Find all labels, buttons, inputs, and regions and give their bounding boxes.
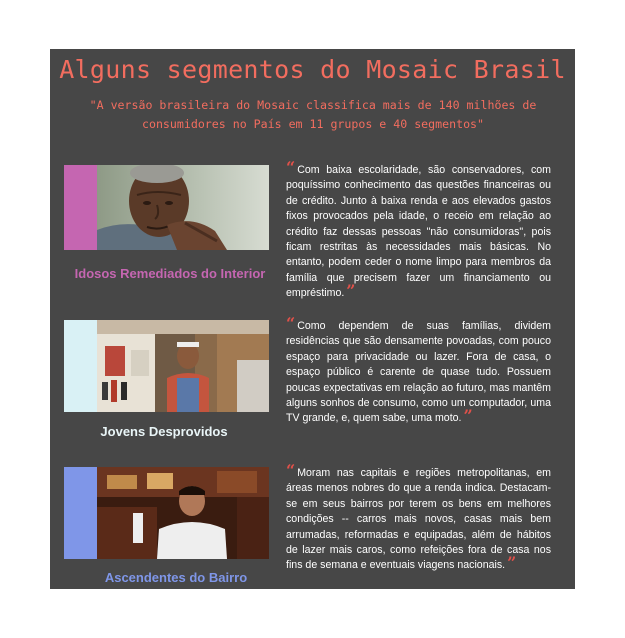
segment-image-ascendentes xyxy=(64,467,269,559)
segment-description-ascendentes: “ Moram nas capitais e regiões metropolitanas, em áreas menos nobres do que a renda indica. Destacam-se em seus bairros por terem os bens em melhores condições -- carros mais novos, casas mais bem arrumadas, reformadas e equipadas, além de hábitos de lazer mais caros, como refeições fora de casa nos fins de semana e eventuais viagens nacionais. ” xyxy=(286,461,551,573)
open-quote-icon: “ xyxy=(286,158,296,177)
open-quote-icon: “ xyxy=(286,461,296,480)
close-quote-icon: ” xyxy=(507,553,517,573)
close-quote-icon: ” xyxy=(463,406,473,426)
segment-label-jovens: Jovens Desprovidos xyxy=(100,424,228,439)
segment-description-jovens: “ Como dependem de suas famílias, dividem residências que são densamente povoadas, com pouco espaço para privacidade ou lazer. Fora de casa, o espaço público é carente de quase tudo. Possuem poucas expectativas em relação ao futuro, mas mantêm alguns sonhos de consumo, como um computador, uma TV grande, e, quem sabe, uma moto. ” xyxy=(286,314,551,426)
segment-description-idosos: “ Com baixa escolaridade, são conservadores, com poquíssimo conhecimento das questões financeiras ou de crédito. Junto à baixa renda e aos elevados gastos fixos provocados pela idade, o receio em relação ao crédito faz dessas pessoas "não consumidoras", pois ficam restritas às necessidades mais básicas. No entanto, podem ceder o nome limpo para membros da família que precisem fazer um financiamento ou empréstimo. ” xyxy=(286,158,551,301)
segment-photo-elderly-man xyxy=(97,165,269,250)
segment-color-bar xyxy=(64,467,97,559)
open-quote-icon: “ xyxy=(286,314,296,333)
segment-photo-young-man xyxy=(97,320,269,412)
segment-color-bar xyxy=(64,320,97,412)
segment-image-idosos xyxy=(64,165,269,250)
page-title: Alguns segmentos do Mosaic Brasil xyxy=(59,55,566,84)
close-quote-icon: ” xyxy=(346,281,356,301)
segment-color-bar xyxy=(64,165,97,250)
content-panel xyxy=(50,49,575,589)
page-subtitle: "A versão brasileira do Mosaic classifica mais de 140 milhões de consumidores no País em 11 grupos e 40 segmentos" xyxy=(89,98,537,131)
segment-image-jovens xyxy=(64,320,269,412)
segment-photo-restaurant-man xyxy=(97,467,269,559)
segment-label-ascendentes: Ascendentes do Bairro xyxy=(104,570,248,585)
segment-label-idosos: Idosos Remediados do Interior xyxy=(74,266,266,281)
